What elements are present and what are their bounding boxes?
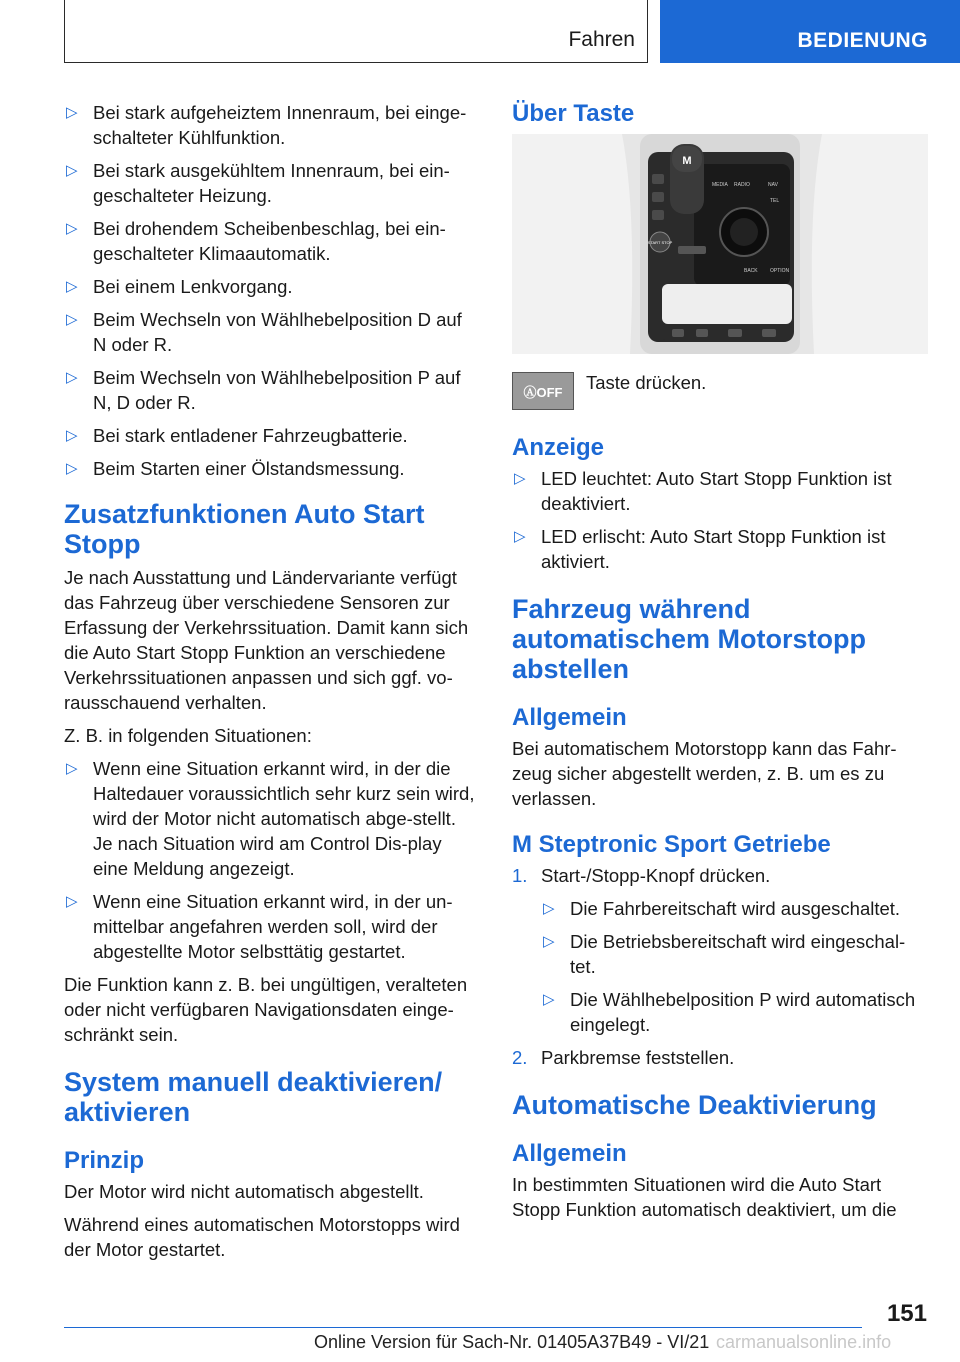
heading-steptronic: M Steptronic Sport Getriebe: [512, 831, 831, 858]
heading-system-manuell: System manuell deaktivieren/ aktivieren: [64, 1067, 443, 1127]
center-console-photo: [512, 134, 928, 354]
heading-anzeige: Anzeige: [512, 434, 605, 461]
paragraph-zb: Z. B. in folgenden Situationen:: [64, 725, 312, 746]
list-item: ▷ Beim Wechseln von Wählhebelposition D auf N oder R.: [66, 309, 462, 355]
list-item: ▷ Bei drohendem Scheibenbeschlag, bei ein-geschalteter Klimaautomatik.: [66, 218, 446, 264]
taste-druecken-text: Taste drücken.: [586, 372, 707, 393]
triangle-bullet-icon: ▷: [543, 991, 555, 1008]
option-label: OPTION: [770, 268, 790, 274]
list-item: ▷ Die Betriebsbereitschaft wird eingeschal-tet.: [543, 931, 906, 977]
situations-list: [64, 756, 480, 964]
right-column: [512, 100, 930, 1230]
heading-prinzip: Prinzip: [64, 1147, 145, 1174]
triangle-bullet-icon: ▷: [66, 369, 78, 386]
header-chapter-tab: [660, 0, 960, 63]
triangle-bullet-icon: ▷: [66, 893, 78, 910]
media-label: MEDIA: [712, 182, 728, 188]
list-item: ▷ Wenn eine Situation erkannt wird, in der die Haltedauer voraussichtlich sehr kurz sein wird, wird der Motor nicht automatisch abge-stellt. Je nach Situation wird am Control Dis-play eine Meldung angezeigt.: [66, 758, 475, 879]
tel-label: TEL: [770, 198, 780, 204]
list-item: ▷ Beim Wechseln von Wählhebelposition P auf N, D oder R.: [66, 367, 461, 413]
page-number: 151: [886, 1300, 927, 1327]
back-label: BACK: [744, 268, 758, 274]
left-column: [64, 100, 480, 1270]
step-item: [512, 863, 930, 1037]
heading-ueber-taste: Über Taste: [512, 100, 635, 127]
paragraph-funktion: Die Funktion kann z. B. bei ungültigen, veralteten oder nicht verfügbaren Navigationsdaten einge-schränkt sein.: [64, 974, 468, 1045]
triangle-bullet-icon: ▷: [514, 528, 526, 545]
step-number: 1.: [512, 865, 528, 886]
step-text: Start-/Stopp-Knopf drücken.: [541, 865, 771, 886]
list-item: ▷ Bei stark ausgekühltem Innenraum, bei ein-geschalteter Heizung.: [66, 160, 450, 206]
list-item: ▷ Die Fahrbereitschaft wird ausgeschaltet.: [543, 898, 901, 919]
list-item: ▷ LED erlischt: Auto Start Stopp Funktion ist aktiviert.: [514, 526, 886, 572]
list-item: ▷ Wenn eine Situation erkannt wird, in der un-mittelbar angefahren werden soll, wird der abgestellte Motor selbsttätig gestartet.: [66, 891, 453, 962]
center-console-illustration: [512, 134, 928, 354]
list-item: ▷ Bei stark entladener Fahrzeugbatterie.: [66, 425, 408, 446]
list-item: ▷ Bei stark aufgeheiztem Innenraum, bei einge-schalteter Kühlfunktion.: [66, 102, 467, 148]
header-section-title: Fahren: [568, 28, 635, 51]
paragraph-allgemein-1: Bei automatischem Motorstopp kann das Fahr-zeug sicher abgestellt werden, z. B. um es zu verlassen.: [512, 738, 897, 809]
step-item: [512, 1045, 930, 1070]
auto-start-stop-off-icon: ⒶOFF: [512, 372, 574, 410]
radio-label: RADIO: [734, 182, 750, 188]
list-item: ▷ LED leuchtet: Auto Start Stopp Funktion ist deaktiviert.: [514, 468, 892, 514]
footer-divider: [64, 1327, 862, 1328]
step-sublist: [541, 896, 930, 1037]
header-chapter-title: BEDIENUNG: [797, 29, 928, 52]
list-item: ▷ Die Wählhebelposition P wird automatisch eingelegt.: [543, 989, 916, 1035]
heading-automatische-deaktivierung: Automatische Deaktivierung: [512, 1090, 877, 1120]
header-section-box: [64, 0, 648, 63]
conditions-list: [64, 100, 480, 481]
triangle-bullet-icon: ▷: [66, 427, 78, 444]
triangle-bullet-icon: ▷: [543, 933, 555, 950]
taste-druecken-row: [512, 372, 930, 410]
triangle-bullet-icon: ▷: [66, 104, 78, 121]
heading-allgemein-1: Allgemein: [512, 704, 627, 731]
triangle-bullet-icon: ▷: [66, 220, 78, 237]
triangle-bullet-icon: ▷: [66, 460, 78, 477]
paragraph-allgemein-2: In bestimmten Situationen wird die Auto Start Stopp Funktion automatisch deaktiviert, um die: [512, 1174, 897, 1220]
start-stop-label: START STOP: [647, 240, 673, 245]
step-number: 2.: [512, 1047, 528, 1068]
list-item: ▷ Beim Starten einer Ölstandsmessung.: [66, 458, 405, 479]
triangle-bullet-icon: ▷: [66, 162, 78, 179]
m-logo: M: [682, 155, 692, 167]
heading-allgemein-2: Allgemein: [512, 1140, 627, 1167]
heading-zusatzfunktionen: Zusatzfunktionen Auto Start Stopp: [64, 499, 425, 559]
anzeige-list: [512, 466, 930, 574]
paragraph-prinzip-1: Der Motor wird nicht automatisch abgestellt.: [64, 1181, 424, 1202]
paragraph-zusatz: Je nach Ausstattung und Ländervariante verfügt das Fahrzeug über verschiedene Sensoren zur Erfassung der Verkehrssituation. Damit kann sich die Auto Start Stopp Funktion an verschiedene Verkehrssituationen anpassen und sich ggf. vo-rausschauend verhalten.: [64, 567, 469, 713]
triangle-bullet-icon: ▷: [66, 311, 78, 328]
list-item: ▷ Bei einem Lenkvorgang.: [66, 276, 293, 297]
triangle-bullet-icon: ▷: [66, 278, 78, 295]
heading-fahrzeug-abstellen: Fahrzeug während automatischem Motorstopp abstellen: [512, 594, 867, 684]
footer-online-version: Online Version für Sach-Nr. 01405A37B49 - VI/21: [314, 1332, 710, 1352]
steptronic-steps: [512, 863, 930, 1070]
triangle-bullet-icon: ▷: [543, 900, 555, 917]
paragraph-prinzip-2: Während eines automatischen Motorstopps wird der Motor gestartet.: [64, 1214, 460, 1260]
step-text: Parkbremse feststellen.: [541, 1047, 735, 1068]
watermark: carmanualsonline.info: [716, 1332, 892, 1352]
triangle-bullet-icon: ▷: [66, 760, 78, 777]
triangle-bullet-icon: ▷: [514, 470, 526, 487]
nav-label: NAV: [768, 182, 778, 188]
